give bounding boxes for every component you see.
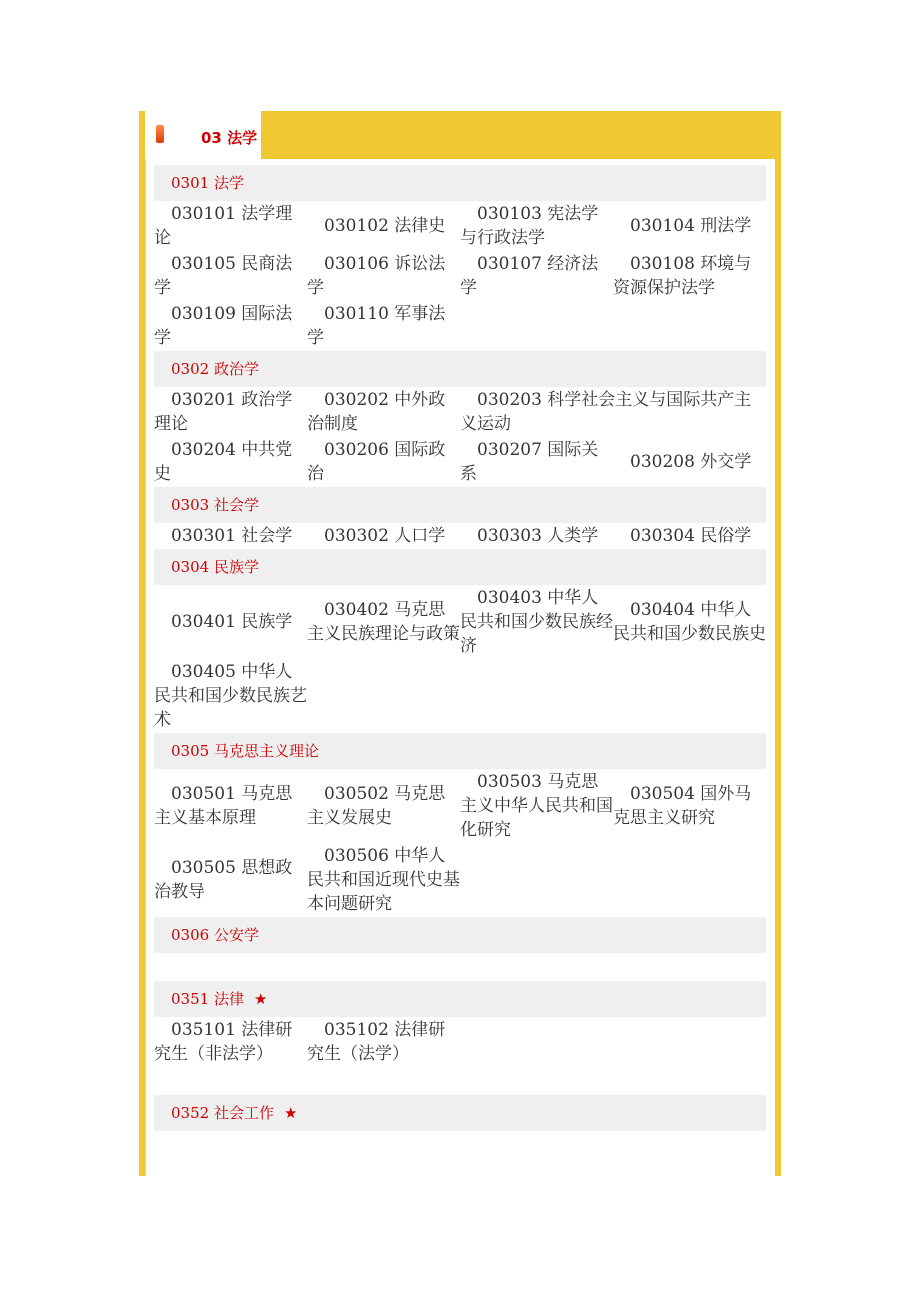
major-item[interactable] bbox=[613, 251, 766, 301]
discipline-title: 03 法学 bbox=[201, 129, 258, 147]
major-item[interactable] bbox=[460, 201, 613, 251]
major-item[interactable] bbox=[460, 387, 766, 437]
major-item-text: 030107 经济法学 bbox=[460, 254, 599, 298]
category-header[interactable] bbox=[154, 1095, 766, 1131]
major-item-text: 030207 国际关系 bbox=[460, 440, 599, 484]
section-spacer bbox=[154, 953, 766, 981]
major-item-text: 030110 军事法学 bbox=[307, 304, 446, 348]
major-catalog-panel bbox=[139, 111, 781, 1176]
major-row bbox=[154, 251, 766, 301]
major-item-text: 030202 中外政治制度 bbox=[307, 390, 446, 434]
major-item[interactable] bbox=[307, 301, 460, 351]
category-label: 0302 政治学 bbox=[171, 360, 259, 378]
major-item-text: 030102 法律史 bbox=[324, 216, 446, 236]
major-item-text: 030104 刑法学 bbox=[630, 216, 752, 236]
major-item[interactable] bbox=[154, 387, 307, 437]
major-row bbox=[154, 201, 766, 251]
major-item[interactable] bbox=[154, 1017, 307, 1067]
major-item-text: 030201 政治学理论 bbox=[154, 390, 293, 434]
category-label: 0351 法律 bbox=[171, 990, 244, 1008]
major-item[interactable] bbox=[307, 585, 460, 659]
major-item-text: 030101 法学理论 bbox=[154, 204, 293, 248]
major-item-text: 030503 马克思主义中华人民共和国化研究 bbox=[460, 772, 613, 840]
catalog-body bbox=[145, 159, 775, 1176]
major-item[interactable] bbox=[154, 437, 307, 487]
major-item[interactable] bbox=[307, 1017, 460, 1067]
major-row bbox=[154, 387, 766, 437]
major-item-text: 030304 民俗学 bbox=[630, 526, 752, 546]
major-item[interactable] bbox=[307, 769, 460, 843]
major-item[interactable] bbox=[307, 251, 460, 301]
major-item-text: 030504 国外马克思主义研究 bbox=[613, 784, 752, 828]
major-item-text: 030402 马克思主义民族理论与政策 bbox=[307, 600, 460, 644]
major-item-text: 030204 中共党史 bbox=[154, 440, 293, 484]
major-item-text: 030301 社会学 bbox=[171, 526, 293, 546]
major-row bbox=[154, 659, 766, 733]
major-item[interactable] bbox=[460, 769, 613, 843]
major-item[interactable] bbox=[613, 585, 766, 659]
category-label: 0352 社会工作 bbox=[171, 1104, 274, 1122]
major-row bbox=[154, 769, 766, 843]
category-header[interactable] bbox=[154, 733, 766, 769]
major-item-text: 030302 人口学 bbox=[324, 526, 446, 546]
major-item[interactable] bbox=[154, 843, 307, 917]
major-item-text: 030303 人类学 bbox=[477, 526, 599, 546]
major-item[interactable] bbox=[613, 523, 766, 549]
category-label: 0304 民族学 bbox=[171, 558, 259, 576]
major-item[interactable] bbox=[154, 201, 307, 251]
major-item[interactable] bbox=[307, 523, 460, 549]
major-item-text: 030108 环境与资源保护法学 bbox=[613, 254, 752, 298]
major-item-text: 030106 诉讼法学 bbox=[307, 254, 446, 298]
major-item[interactable] bbox=[460, 585, 613, 659]
major-item-text: 030208 外交学 bbox=[630, 452, 752, 472]
major-item-text: 030506 中华人民共和国近现代史基本问题研究 bbox=[307, 846, 460, 914]
major-item[interactable] bbox=[154, 769, 307, 843]
major-item-text: 030203 科学社会主义与国际共产主义运动 bbox=[460, 390, 752, 434]
major-row bbox=[154, 437, 766, 487]
major-item[interactable] bbox=[460, 523, 613, 549]
section-spacer bbox=[154, 1067, 766, 1095]
major-item[interactable] bbox=[307, 387, 460, 437]
major-item-text: 030501 马克思主义基本原理 bbox=[154, 784, 293, 828]
category-label: 0303 社会学 bbox=[171, 496, 259, 514]
major-item-text: 030502 马克思主义发展史 bbox=[307, 784, 446, 828]
category-header[interactable] bbox=[154, 351, 766, 387]
major-item[interactable] bbox=[460, 437, 613, 487]
major-item[interactable] bbox=[154, 251, 307, 301]
category-header[interactable] bbox=[154, 487, 766, 523]
discipline-tab[interactable] bbox=[145, 111, 261, 159]
major-row bbox=[154, 523, 766, 549]
major-item[interactable] bbox=[154, 523, 307, 549]
major-item[interactable] bbox=[154, 301, 307, 351]
major-item[interactable] bbox=[307, 437, 460, 487]
category-label: 0305 马克思主义理论 bbox=[171, 742, 319, 760]
major-item-text: 030405 中华人民共和国少数民族艺术 bbox=[154, 662, 307, 730]
category-header[interactable] bbox=[154, 549, 766, 585]
major-item-text: 030105 民商法学 bbox=[154, 254, 293, 298]
major-item[interactable] bbox=[613, 769, 766, 843]
major-item-text: 030404 中华人民共和国少数民族史 bbox=[613, 600, 766, 644]
major-item[interactable] bbox=[307, 843, 460, 917]
major-item-text: 030505 思想政治教导 bbox=[154, 858, 293, 902]
major-item-text: 030403 中华人民共和国少数民族经济 bbox=[460, 588, 613, 656]
major-row bbox=[154, 843, 766, 917]
major-item-text: 035102 法律研究生（法学） bbox=[307, 1020, 446, 1064]
star-icon: ★ bbox=[283, 1104, 298, 1122]
major-item[interactable] bbox=[154, 659, 307, 733]
category-label: 0306 公安学 bbox=[171, 926, 259, 944]
major-item-text: 035101 法律研究生（非法学） bbox=[154, 1020, 293, 1064]
major-item[interactable] bbox=[154, 585, 307, 659]
major-item[interactable] bbox=[307, 201, 460, 251]
major-item[interactable] bbox=[613, 437, 766, 487]
category-header[interactable] bbox=[154, 165, 766, 201]
category-label: 0301 法学 bbox=[171, 174, 244, 192]
tab-marker-icon bbox=[156, 125, 164, 143]
major-item[interactable] bbox=[460, 251, 613, 301]
major-row bbox=[154, 1017, 766, 1067]
major-row bbox=[154, 301, 766, 351]
major-row bbox=[154, 585, 766, 659]
category-header[interactable] bbox=[154, 981, 766, 1017]
major-item-text: 030401 民族学 bbox=[171, 612, 293, 632]
major-item-text: 030109 国际法学 bbox=[154, 304, 293, 348]
major-item-text: 030206 国际政治 bbox=[307, 440, 446, 484]
category-header[interactable] bbox=[154, 917, 766, 953]
major-item-text: 030103 宪法学与行政法学 bbox=[460, 204, 599, 248]
major-item[interactable] bbox=[613, 201, 766, 251]
star-icon: ★ bbox=[253, 990, 268, 1008]
category-list bbox=[154, 165, 766, 1131]
